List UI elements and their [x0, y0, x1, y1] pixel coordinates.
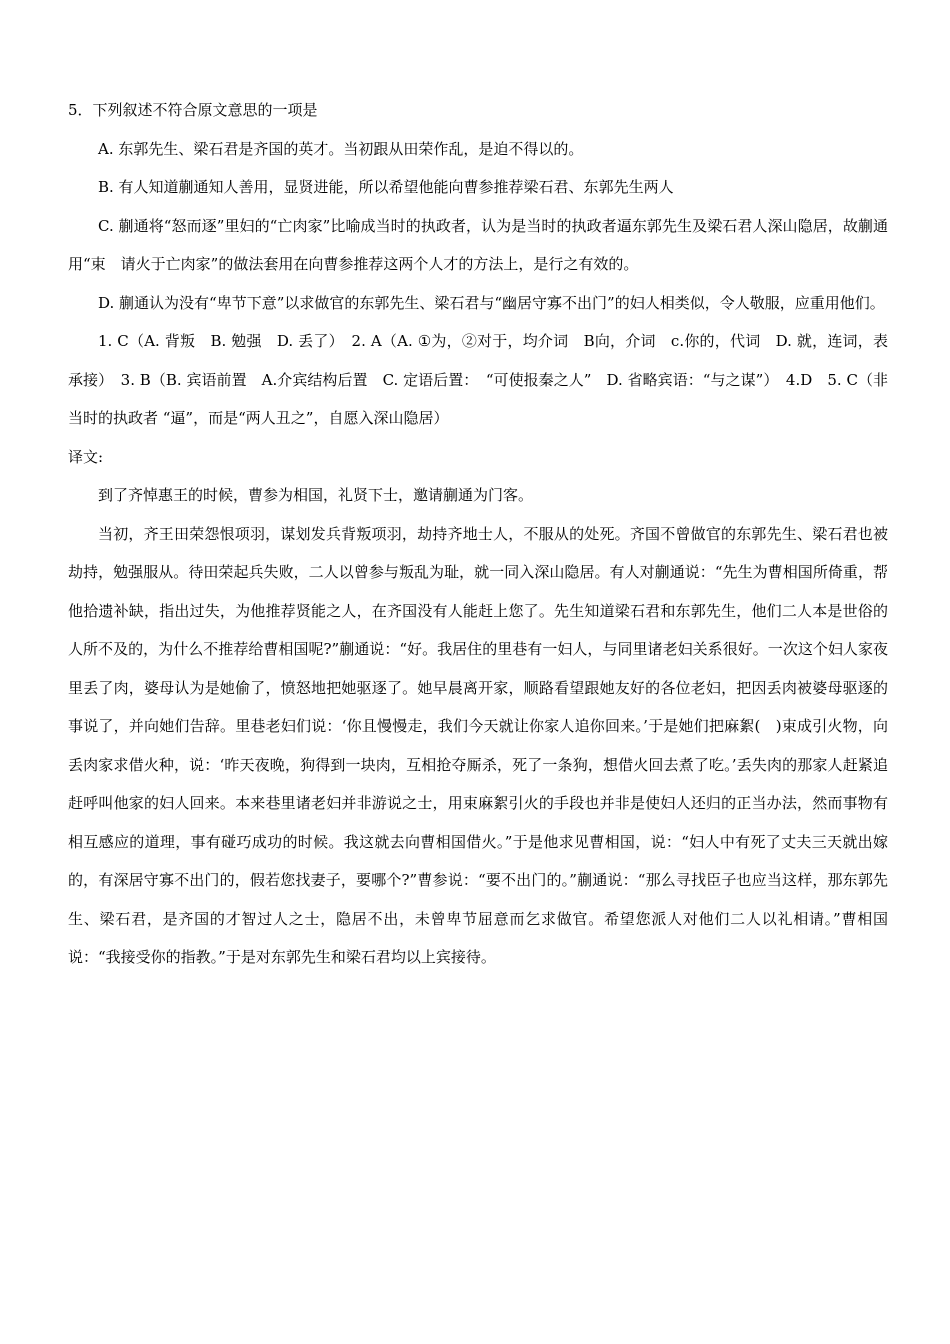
option-b: B. 有人知道蒯通知人善用，显贤进能，所以希望他能向曹参推荐梁石君、东郭先生两人: [98, 178, 674, 196]
answer-key: 1. C（A. 背叛 B. 勉强 D. 丢了） 2. A（A. ①为，②对于，均介词 B向，介词 c.你的，代词 D. 就，连词，表承接） 3. B（B. 宾语前置 A.介宾结构后置 C. 定语后置： “可使报秦之人” D. 省略宾语：“与之谋”） 4.D 5. C（非当时的执政者 “逼”，而是“两人丑之”，自愿入深山隐居）: [68, 332, 888, 427]
translation-paragraph-2: 当初，齐王田荣怨恨项羽，谋划发兵背叛项羽，劫持齐地士人，不服从的处死。齐国不曾做官的东郭先生、梁石君也被劫持，勉强服从。待田荣起兵失败，二人以曾参与叛乱为耻，就一同入深山隐居。有人对蒯通说：“先生为曹相国所倚重，帮他拾遗补缺，指出过失，为他推荐贤能之人，在齐国没有人能赶上您了。先生知道梁石君和东郭先生，他们二人本是世俗的人所不及的，为什么不推荐给曹相国呢?”蒯通说：“好。我居住的里巷有一妇人，与同里诸老妇关系很好。一次这个妇人家夜里丢了肉，婆母认为是她偷了，愤怒地把她驱逐了。她早晨离开家，顺路看望跟她友好的各位老妇，把因丢肉被婆母驱逐的事说了，并向她们告辞。里巷老妇们说：‘你且慢慢走，我们今天就让你家人追你回来。’于是她们把麻絮( )束成引火物，向丢肉家求借火种，说：‘昨天夜晚，狗得到一块肉，互相抢夺厮杀，死了一条狗，想借火回去煮了吃。’丢失肉的那家人赶紧追赶呼叫他家的妇人回来。本来巷里诸老妇并非游说之士，用束麻絮引火的手段也并非是使妇人还归的正当办法，然而事物有相互感应的道理，事有碰巧成功的时候。我这就去向曹相国借火。”于是他求见曹相国，说：“妇人中有死了丈夫三天就出嫁的，有深居守寡不出门的，假若您找妻子，要哪个?”曹参说：“要不出门的。”蒯通说：“那么寻找臣子也应当这样，那东郭先生、梁石君，是齐国的才智过人之士，隐居不出，未曾卑节屈意而乞求做官。希望您派人对他们二人以礼相请。”曹相国说：“我接受你的指教。”于是对东郭先生和梁石君均以上宾接待。: [68, 524, 888, 966]
option-c: C. 蒯通将“怒而逐”里妇的“亡肉家”比喻成当时的执政者，认为是当时的执政者逼东郭先生及梁石君人深山隐居，故蒯通用“束 请火于亡肉家”的做法套用在向曹参推荐这两个人才的方法上，是行之有效的。: [68, 216, 888, 273]
option-a: A. 东郭先生、梁石君是齐国的英才。当初跟从田荣作乱，是迫不得以的。: [98, 139, 584, 158]
translation-heading: 译文:: [68, 447, 104, 466]
option-d: D. 蒯通认为没有“卑节下意”以求做官的东郭先生、梁石君与“幽居守寡不出门”的妇人相类似，令人敬服，应重用他们。: [98, 293, 885, 312]
question-stem: 5．下列叙述不符合原文意思的一项是: [68, 101, 318, 119]
translation-paragraph-1: 到了齐悼惠王的时候，曹参为相国，礼贤下士，邀请蒯通为门客。: [98, 486, 534, 504]
document-page: [68, 91, 888, 977]
